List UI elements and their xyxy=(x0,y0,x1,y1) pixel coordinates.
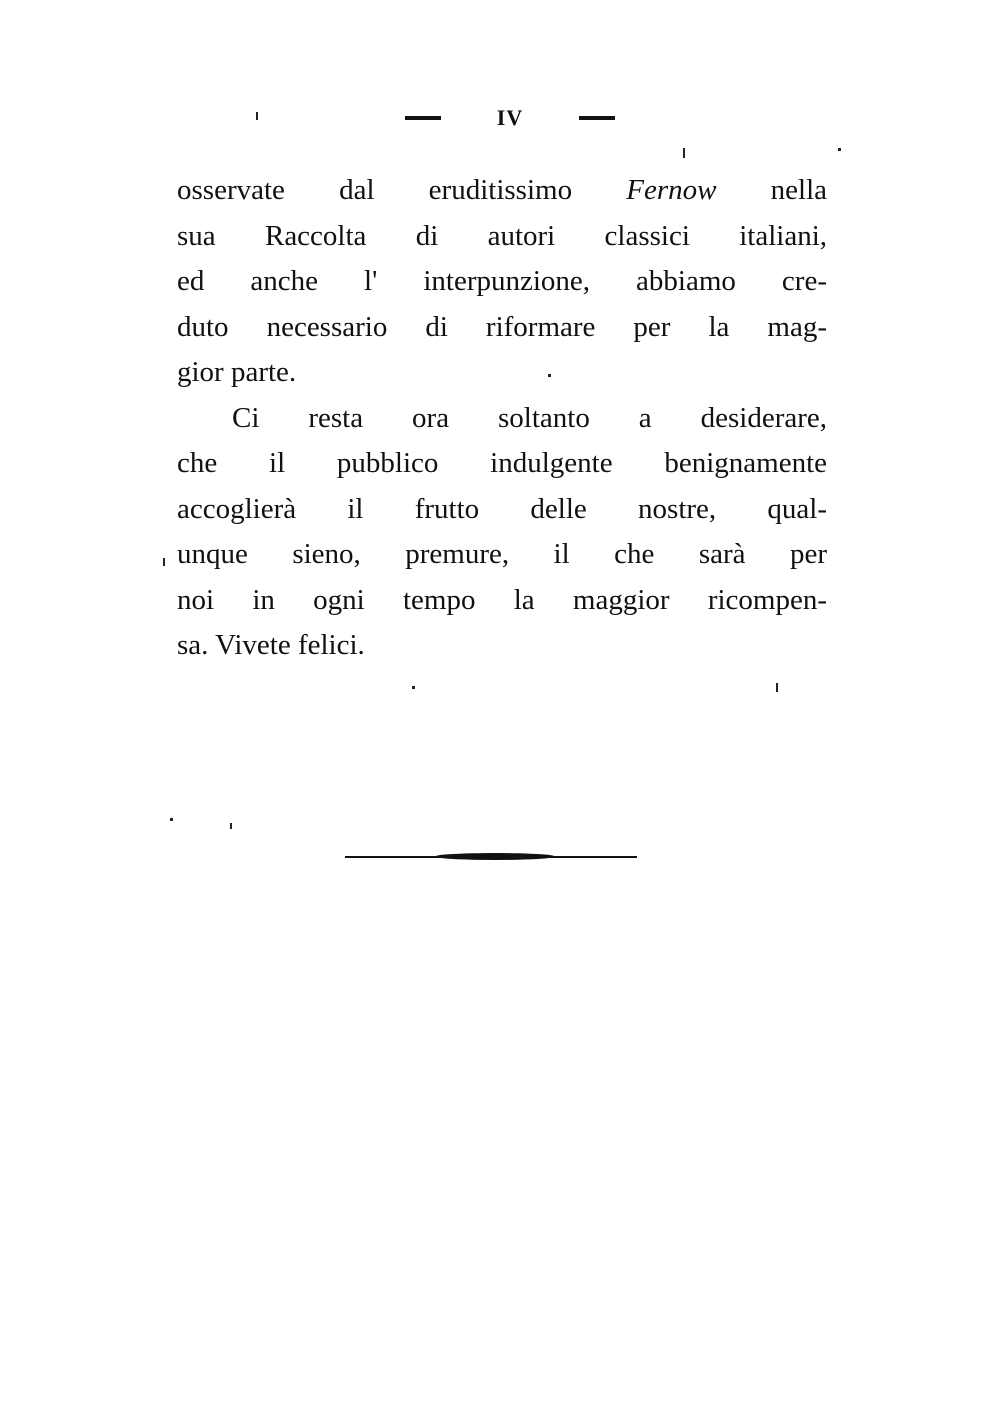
header-dash-left xyxy=(405,116,441,120)
end-rule-swell xyxy=(435,853,555,860)
header-dash-right xyxy=(579,116,615,120)
scan-speck xyxy=(683,148,685,158)
text-line: gior parte. xyxy=(177,356,297,388)
text-line: unque sieno, premure, il che sarà per xyxy=(177,538,827,570)
scan-speck xyxy=(412,686,415,689)
scan-speck xyxy=(548,374,551,377)
text-line: accoglierà il frutto delle nostre, qual- xyxy=(177,492,827,525)
text-line: sua Raccolta di autori classici italiani, xyxy=(177,219,827,252)
scan-speck xyxy=(776,683,778,692)
text-line: noi in ogni tempo la maggior ricompen- xyxy=(177,583,827,616)
text-line: che il pubblico indulgente benignamente xyxy=(177,447,827,479)
scan-speck xyxy=(838,148,841,151)
page-header xyxy=(405,103,615,133)
scan-speck xyxy=(163,558,165,566)
text-line: sa. Vivete felici. xyxy=(177,629,365,661)
text-line: duto necessario di riformare per la mag- xyxy=(177,310,827,343)
scan-speck xyxy=(230,823,232,829)
author-name: Fernow xyxy=(626,174,717,206)
text-line: ed anche l' interpunzione, abbiamo cre- xyxy=(177,265,827,297)
scan-speck xyxy=(170,818,173,821)
body-text xyxy=(177,168,827,669)
text-line: Ci resta ora soltanto a desiderare, xyxy=(232,401,827,434)
paragraph-2 xyxy=(177,396,827,669)
end-ornament-rule xyxy=(345,853,637,861)
scan-speck xyxy=(256,112,258,120)
paragraph-1 xyxy=(177,168,827,396)
text-line: osservate dal eruditissimo Fernow nella xyxy=(177,174,828,206)
page-number: IV xyxy=(496,105,524,130)
